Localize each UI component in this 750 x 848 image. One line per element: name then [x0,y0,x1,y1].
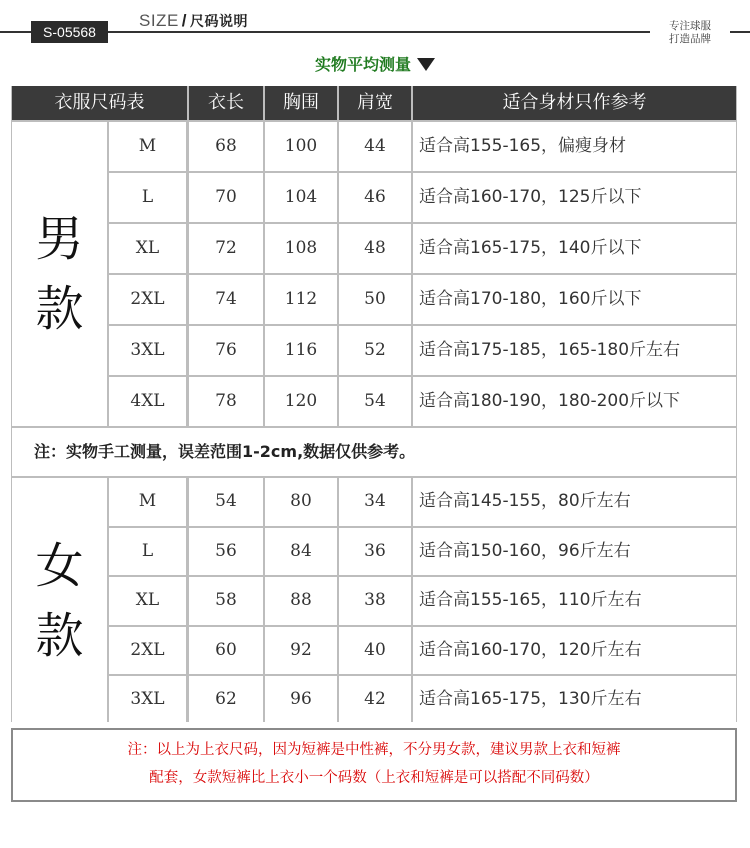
measurement-note: 注：实物手工测量，误差范围1-2cm,数据仅供参考。 [12,428,736,476]
chest-cell: 92 [265,627,337,675]
gender-char-2: 款 [35,608,84,664]
header-size-table: 衣服尺码表 [12,86,187,120]
footer-note [11,728,737,802]
header-rule [0,31,750,33]
gender-char-1: 男 [35,211,84,267]
length-cell: 54 [189,478,263,526]
size-title [137,11,254,31]
shoulder-cell: 50 [339,275,411,324]
triangle-down-icon [417,58,435,71]
chest-cell: 116 [265,326,337,375]
product-code: S-05568 [31,21,108,43]
size-label-cn: 尺码说明 [190,13,249,29]
shoulder-cell: 34 [339,478,411,526]
header-chest: 胸围 [265,86,337,120]
length-cell: 60 [189,627,263,675]
shoulder-cell: 36 [339,528,411,576]
chest-cell: 80 [265,478,337,526]
fit-cell: 适合高170-180，160斤以下 [413,275,736,324]
size-cell: M [109,478,186,526]
gender-label-men [12,122,107,426]
shoulder-cell: 38 [339,577,411,625]
chest-cell: 88 [265,577,337,625]
brand-slogan [650,20,730,46]
shoulder-cell: 54 [339,377,411,426]
chest-cell: 100 [265,122,337,171]
slogan-line-1: 专注球服 [669,20,711,32]
size-cell: L [109,173,186,222]
size-cell: XL [109,577,186,625]
size-cell: 3XL [109,676,186,724]
shoulder-cell: 52 [339,326,411,375]
chest-cell: 108 [265,224,337,273]
slash-separator: / [181,11,188,30]
shoulder-cell: 48 [339,224,411,273]
length-cell: 76 [189,326,263,375]
header-fit: 适合身材只作参考 [413,86,736,120]
fit-cell: 适合高150-160，96斤左右 [413,528,736,576]
fit-cell: 适合高165-175，130斤左右 [413,676,736,724]
length-cell: 68 [189,122,263,171]
fit-cell: 适合高160-170，120斤左右 [413,627,736,675]
gender-label-women [12,478,107,724]
shoulder-cell: 44 [339,122,411,171]
fit-cell: 适合高155-165，偏瘦身材 [413,122,736,171]
size-cell: XL [109,224,186,273]
length-cell: 58 [189,577,263,625]
size-table [11,86,737,722]
chest-cell: 96 [265,676,337,724]
chest-cell: 104 [265,173,337,222]
size-cell: 2XL [109,275,186,324]
shoulder-cell: 40 [339,627,411,675]
gender-char-2: 款 [35,281,84,337]
size-label-en: SIZE [139,11,179,30]
chest-cell: 120 [265,377,337,426]
size-cell: 4XL [109,377,186,426]
length-cell: 72 [189,224,263,273]
fit-cell: 适合高165-175，140斤以下 [413,224,736,273]
length-cell: 78 [189,377,263,426]
header-shoulder: 肩宽 [339,86,411,120]
length-cell: 62 [189,676,263,724]
chest-cell: 84 [265,528,337,576]
size-cell: 2XL [109,627,186,675]
subtitle-text: 实物平均测量 [314,55,411,74]
footer-line-2: 配套，女款短裤比上衣小一个码数（上衣和短裤是可以搭配不同码数） [149,770,599,786]
gender-char-1: 女 [35,538,84,594]
size-cell: M [109,122,186,171]
fit-cell: 适合高145-155，80斤左右 [413,478,736,526]
fit-cell: 适合高180-190，180-200斤以下 [413,377,736,426]
fit-cell: 适合高175-185，165-180斤左右 [413,326,736,375]
length-cell: 74 [189,275,263,324]
footer-line-1: 注：以上为上衣尺码，因为短裤是中性裤，不分男女款，建议男款上衣和短裤 [127,742,621,758]
fit-cell: 适合高160-170，125斤以下 [413,173,736,222]
header-length: 衣长 [189,86,263,120]
fit-cell: 适合高155-165，110斤左右 [413,577,736,625]
chest-cell: 112 [265,275,337,324]
size-cell: 3XL [109,326,186,375]
slogan-line-2: 打造品牌 [669,33,711,45]
shoulder-cell: 42 [339,676,411,724]
size-cell: L [109,528,186,576]
length-cell: 70 [189,173,263,222]
length-cell: 56 [189,528,263,576]
shoulder-cell: 46 [339,173,411,222]
measurement-subtitle [0,52,750,75]
